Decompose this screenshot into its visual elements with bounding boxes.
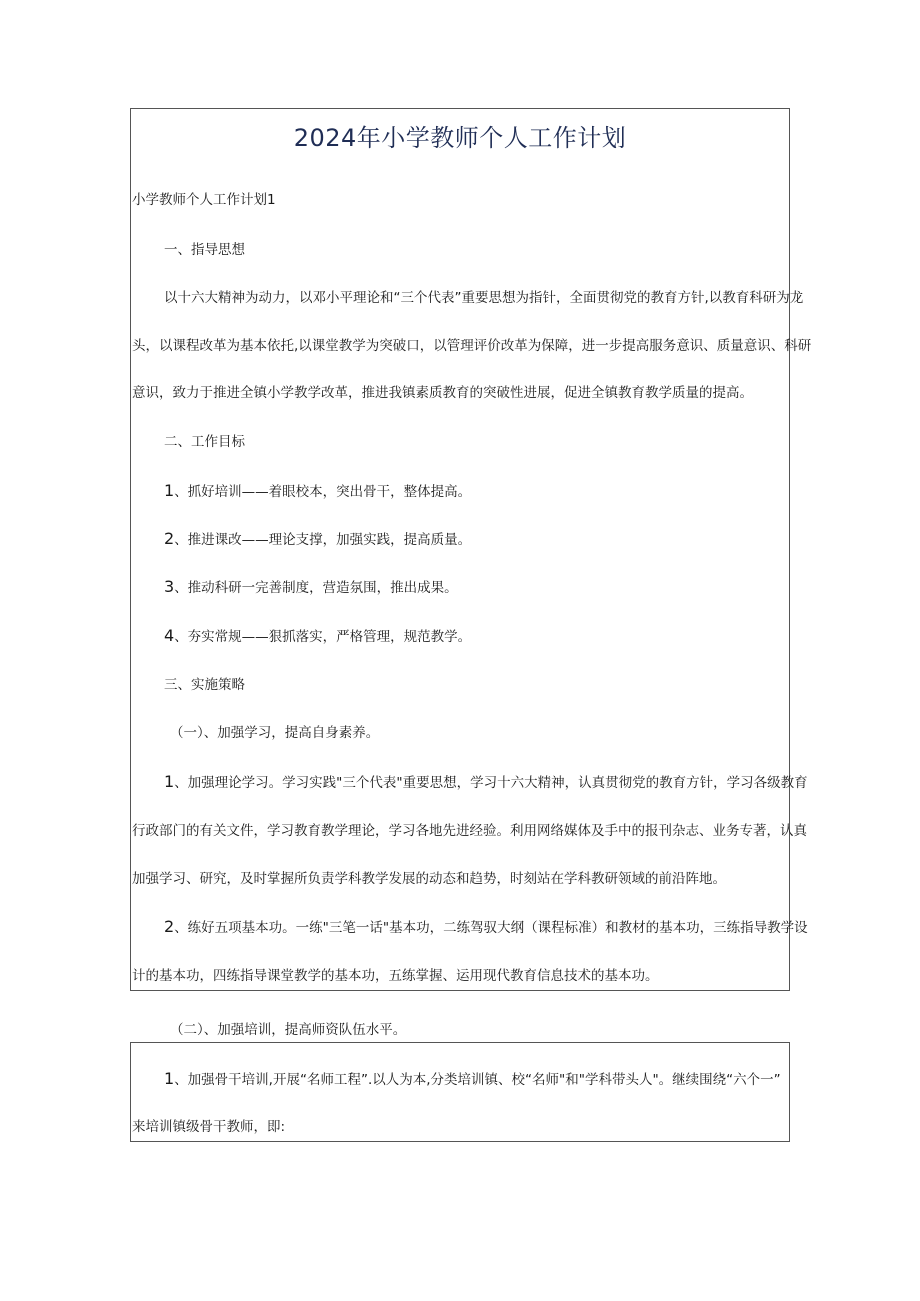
goal-number: 1 <box>164 481 175 500</box>
paragraph-line <box>164 772 808 793</box>
item-number: 1 <box>164 772 175 791</box>
goal-text: 、推动科研一完善制度，营造氛围，推出成果。 <box>174 580 458 596</box>
goal-text: 、夯实常规——狠抓落实，严格管理，规范教学。 <box>174 629 472 645</box>
goal-text: 、抓好培训——着眼校本，突出骨干，整体提高。 <box>174 484 472 500</box>
paragraph-line: 加强学习、研究，及时掌握所负责学科教学发展的动态和趋势，时刻站在学科教研领域的前沿阵地。 <box>132 871 726 887</box>
section-heading-guide: 一、指导思想 <box>164 242 245 258</box>
document-subtitle: 小学教师个人工作计划1 <box>132 192 276 208</box>
paragraph-line <box>164 1069 781 1090</box>
item-number: 2 <box>164 917 175 936</box>
goal-item <box>164 481 471 502</box>
paragraph-line: 以十六大精神为动力，以邓小平理论和“三个代表”重要思想为指针，全面贯彻党的教育方针,以教育科研为龙 <box>164 290 804 306</box>
paragraph-line: 行政部门的有关文件，学习教育教学理论，学习各地先进经验。利用网络媒体及手中的报刊杂志、业务专著，认真 <box>132 823 807 839</box>
goal-item <box>164 529 471 550</box>
goal-item <box>164 577 458 598</box>
document-title: 2024年小学教师个人工作计划 <box>293 124 627 152</box>
subsection-heading: （一）、加强学习，提高自身素养。 <box>170 725 380 741</box>
item-text: 、练好五项基本功。一练"三笔一话"基本功，二练驾驭大纲（课程标准）和教材的基本功，三练指导教学设 <box>174 920 808 936</box>
paragraph-line <box>164 917 808 938</box>
item-number: 1 <box>164 1069 175 1088</box>
item-text: 、加强骨干培训,开展“名师工程”.以人为本,分类培训镇、校“名师"和"学科带头人"。继续围绕“六个一” <box>174 1072 781 1088</box>
item-text: 、加强理论学习。学习实践"三个代表"重要思想，学习十六大精神，认真贯彻党的教育方针，学习各级教育 <box>174 775 808 791</box>
paragraph-line: 意识，致力于推进全镇小学教学改革，推进我镇素质教育的突破性进展，促进全镇教育教学质量的提高。 <box>132 385 753 401</box>
paragraph-line: 头，以课程改革为基本依托,以课堂教学为突破口，以管理评价改革为保障，进一步提高服务意识、质量意识、科研 <box>132 338 812 354</box>
goal-text: 、推进课改——理论支撑，加强实践，提高质量。 <box>174 532 472 548</box>
section-heading-strategy: 三、实施策略 <box>164 677 245 693</box>
goal-item <box>164 626 471 647</box>
section-heading-goals: 二、工作目标 <box>164 434 245 450</box>
subsection-heading: （二）、加强培训，提高师资队伍水平。 <box>170 1022 407 1038</box>
paragraph-line: 计的基本功，四练指导课堂教学的基本功，五练掌握、运用现代教育信息技术的基本功。 <box>132 968 659 984</box>
goal-number: 3 <box>164 577 175 596</box>
goal-number: 2 <box>164 529 175 548</box>
paragraph-line: 来培训镇级骨干教师，即: <box>132 1119 286 1135</box>
goal-number: 4 <box>164 626 175 645</box>
